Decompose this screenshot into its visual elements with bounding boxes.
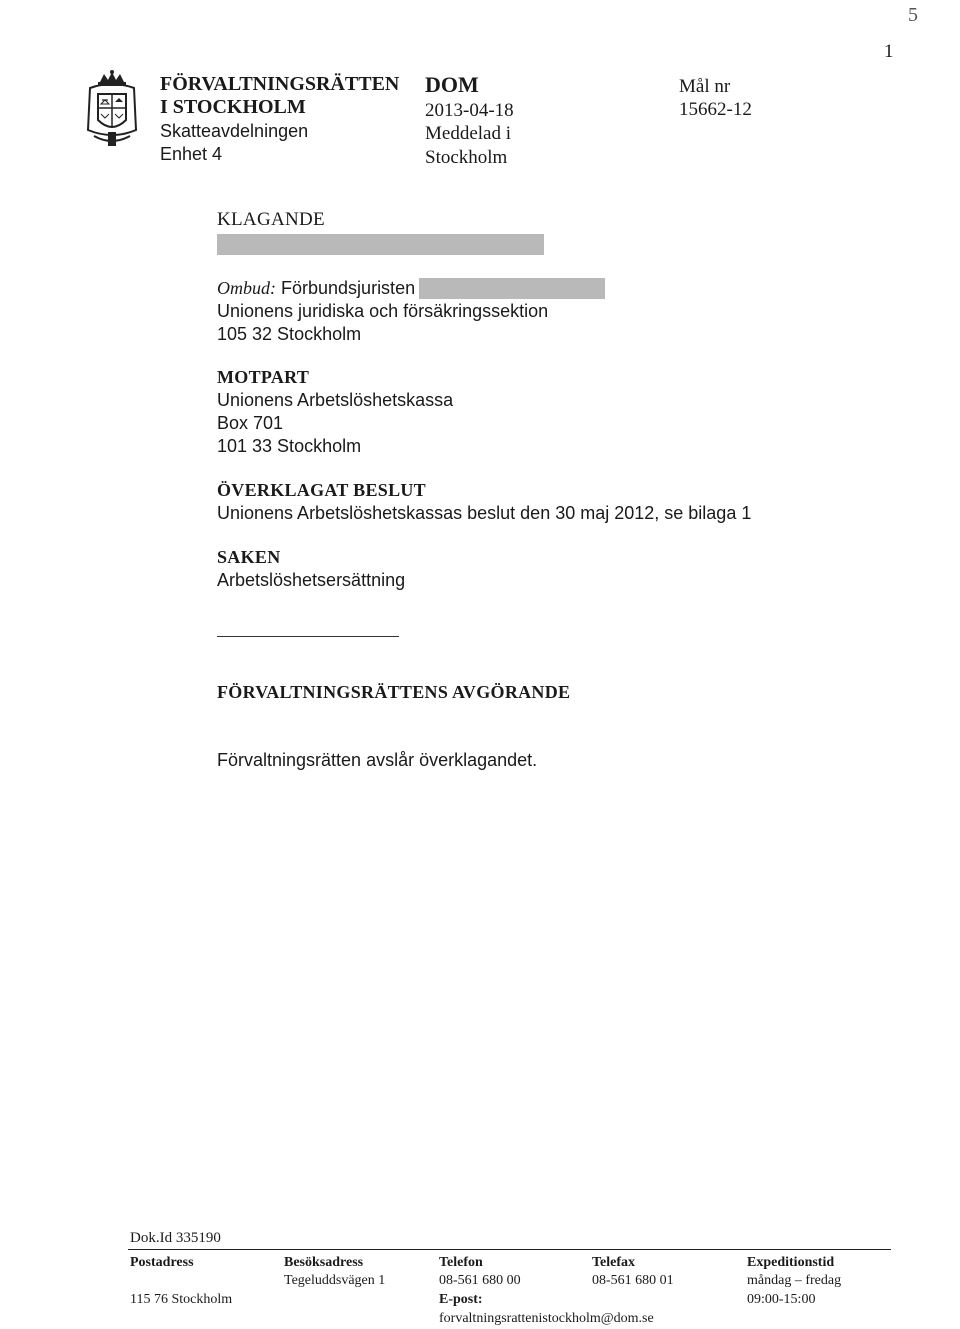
ruling-heading: FÖRVALTNINGSRÄTTENS AVGÖRANDE xyxy=(217,682,571,702)
coat-of-arms-icon xyxy=(84,70,140,154)
visiting-address-label: Besöksadress xyxy=(284,1255,364,1270)
department: Skatteavdelningen xyxy=(160,121,309,141)
footer-rule xyxy=(128,1249,891,1250)
appealed-decision-heading: ÖVERKLAGAT BESLUT xyxy=(217,480,426,500)
ruling-text: Förvaltningsrätten avslår överklagandet. xyxy=(217,750,538,770)
office-hours: 09:00-15:00 xyxy=(747,1292,816,1307)
court-name-line1: FÖRVALTNINGSRÄTTEN xyxy=(160,73,400,95)
issued-label: Meddelad i xyxy=(425,123,512,144)
handwritten-page-mark: 5 xyxy=(908,4,918,26)
redacted-appellant-name xyxy=(217,234,544,255)
klagande-heading: KLAGANDE xyxy=(217,209,325,230)
decision-date: 2013-04-18 xyxy=(425,100,514,121)
section-divider xyxy=(217,636,399,637)
case-number-label: Mål nr xyxy=(679,76,731,97)
unit: Enhet 4 xyxy=(160,144,223,164)
phone-number: 08-561 680 00 xyxy=(439,1273,521,1288)
ombud-label: Ombud: xyxy=(217,278,276,298)
fax-label: Telefax xyxy=(592,1255,636,1270)
ombud-title: Förbundsjuristen xyxy=(281,278,416,298)
saken-text: Arbetslöshetsersättning xyxy=(217,570,406,590)
representative-organization: Unionens juridiska och försäkringssektion xyxy=(217,301,549,321)
ombud-line xyxy=(217,278,415,299)
phone-label: Telefon xyxy=(439,1255,483,1270)
office-hours-label: Expeditionstid xyxy=(747,1255,835,1270)
representative-address: 105 32 Stockholm xyxy=(217,324,362,344)
document-id: Dok.Id 335190 xyxy=(130,1230,221,1246)
email-address[interactable]: forvaltningsrattenistockholm@dom.se xyxy=(439,1311,654,1326)
motpart-heading: MOTPART xyxy=(217,367,310,387)
motpart-name: Unionens Arbetslöshetskassa xyxy=(217,390,454,410)
case-number: 15662-12 xyxy=(679,99,752,120)
visiting-address: Tegeluddsvägen 1 xyxy=(284,1273,386,1288)
court-name-line2: I STOCKHOLM xyxy=(160,96,306,118)
office-days: måndag – fredag xyxy=(747,1273,842,1288)
redacted-representative-name xyxy=(419,278,605,299)
postal-address: 115 76 Stockholm xyxy=(130,1292,233,1307)
postal-address-label: Postadress xyxy=(130,1255,194,1270)
page-number: 1 xyxy=(884,41,894,62)
appealed-decision-text: Unionens Arbetslöshetskassas beslut den 30 maj 2012, se bilaga 1 xyxy=(217,503,752,523)
document-type: DOM xyxy=(425,72,479,97)
fax-number: 08-561 680 01 xyxy=(592,1273,674,1288)
email-label: E-post: xyxy=(439,1292,483,1307)
motpart-address: 101 33 Stockholm xyxy=(217,436,362,456)
motpart-box: Box 701 xyxy=(217,413,284,433)
issued-place: Stockholm xyxy=(425,147,508,168)
saken-heading: SAKEN xyxy=(217,547,281,567)
